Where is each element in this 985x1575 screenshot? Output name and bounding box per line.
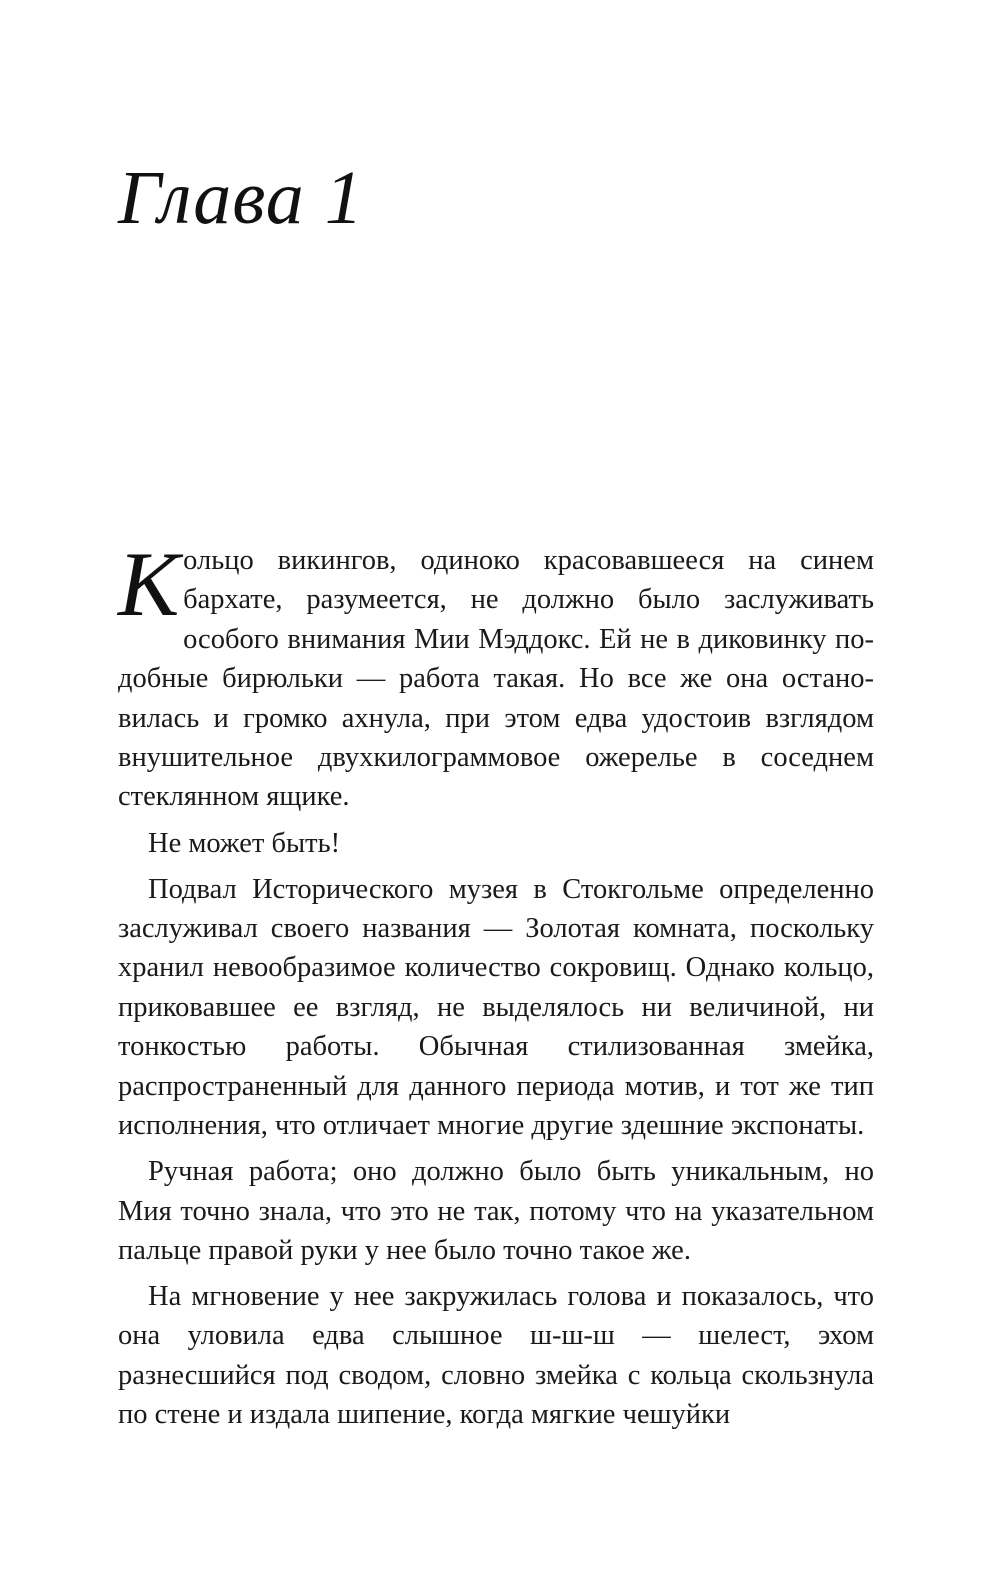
paragraph-2: Не может быть! bbox=[148, 827, 341, 859]
paragraph-5: На мгновение у нее закружилась голова и показалось, что она уловила едва слышное ш-ш-ш — шелест, эхом разнесшийся под сводом, словно змейка с кольца скользнула по стене и издала шипение, когда мягкие чешуйки bbox=[118, 1281, 874, 1431]
paragraph-3: Подвал Исторического музея в Стокгольме определенно заслуживал своего названия — Золотая комната, поскольку хранил невообразимое количество сокровищ. Однако кольцо, приковавшее ее взгляд, не выделялось ни величиной, ни тонкостью работы. Обычная стилизованная змейка, распространенный для данного периода мотив, и тот же тип исполнения, что отличает многие другие здешние экспонаты. bbox=[118, 873, 874, 1142]
paragraph-1-text: ольцо викингов, одиноко красовавшееся на синем бархате, разумеется, не должно было заслуживать особого внимания Мии Мэддокс. Ей не в диковинку подобные бирюльки — работа такая. Но все же она остановилась и громко ахнула, при этом едва удостоив взглядом внушительное двухкилограммовое ожерелье в соседнем стеклянном ящике. bbox=[118, 545, 874, 813]
chapter-body bbox=[118, 533, 874, 1441]
drop-cap: К bbox=[118, 533, 180, 635]
chapter-title: Глава 1 bbox=[118, 156, 364, 240]
paragraph-4: Ручная работа; оно должно было быть уникальным, но Мия точно знала, что это не так, потому что на указательном пальце правой руки у нее было точно такое же. bbox=[118, 1156, 874, 1266]
paragraph-1 bbox=[118, 533, 874, 817]
